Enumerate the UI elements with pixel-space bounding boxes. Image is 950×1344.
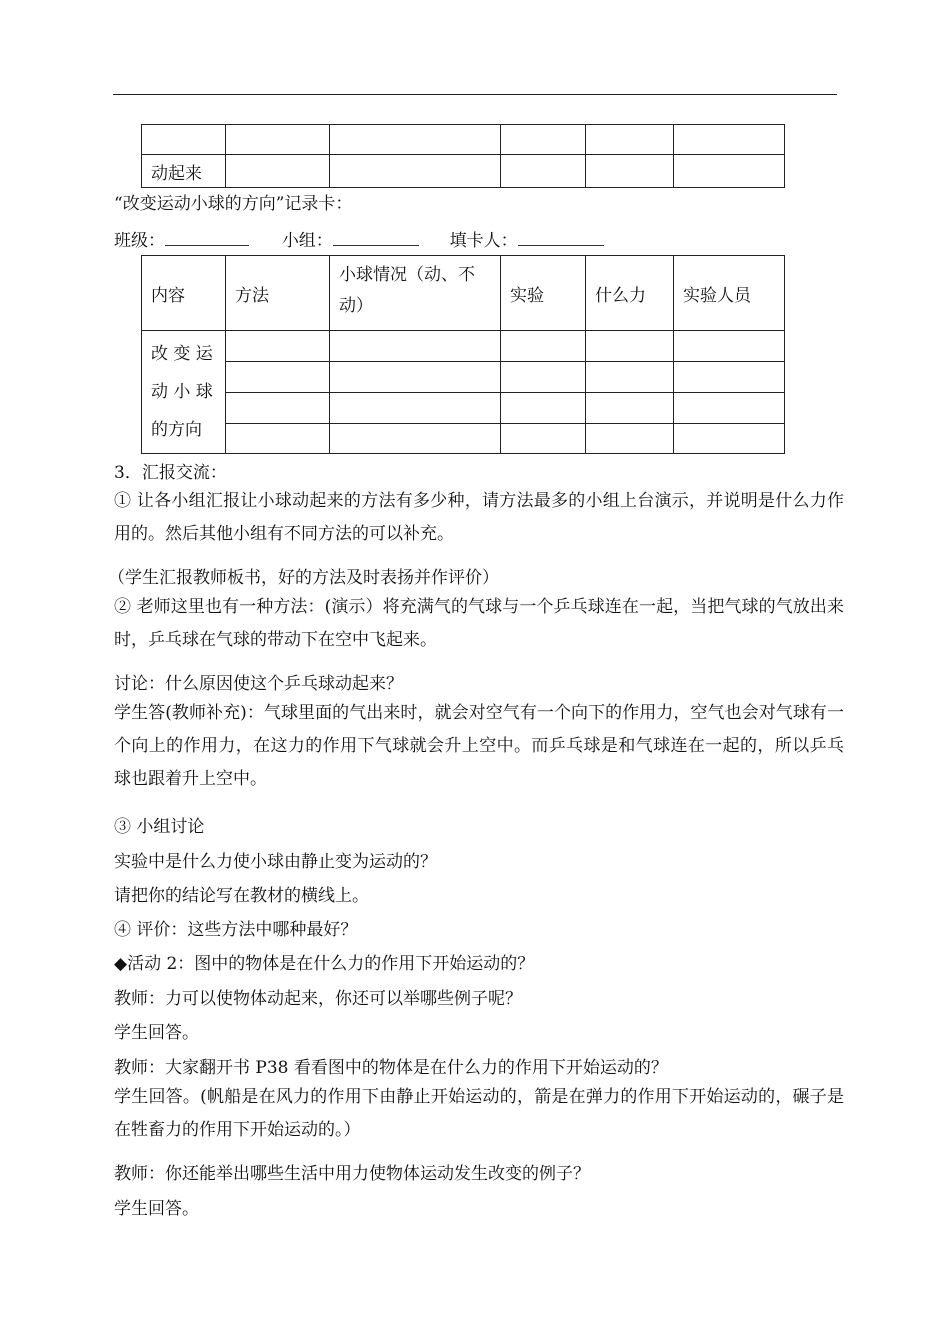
student-line-2: 学生回答。(帆船是在风力的作用下由静止开始运动的，箭是在弹力的作用下开始运动的，碾子是在牲畜力的作用下开始运动的。） [114, 1087, 844, 1140]
row-label-change-direction: 改 变 运 动 小 球 的方向 [142, 331, 226, 454]
header-content: 内容 [142, 256, 226, 331]
teacher-line-2: 教师：大家翻开书 P38 看看图中的物体是在什么力的作用下开始运动的？ [114, 1058, 668, 1078]
header-experiment: 实验 [501, 256, 586, 331]
student-line-3: 学生回答。 [114, 1199, 199, 1219]
table-row [142, 155, 785, 188]
header-method: 方法 [226, 256, 330, 331]
paragraph-3-instruction: 请把你的结论写在教材的横线上。 [114, 886, 369, 906]
table-row [142, 125, 785, 155]
table-row [142, 424, 785, 454]
fill-in-fields [114, 226, 604, 251]
section-3-title: 3．汇报交流： [114, 463, 227, 483]
table-row [142, 362, 785, 393]
paragraph-2: ② 老师这里也有一种方法：(演示）将充满气的气球与一个乒乓球连在一起，当把气球的气放出来时，乒乓球在气球的带动下在空中飞起来。 [114, 597, 844, 650]
header-ball-status: 小球情况（动、不动） [330, 256, 501, 331]
table-row [142, 393, 785, 424]
filler-blank [518, 231, 604, 246]
table-row [142, 331, 785, 362]
paragraph-3-title: ③ 小组讨论 [114, 817, 205, 837]
record-card-title: “改变运动小球的方向”记录卡： [114, 194, 353, 214]
teacher-line-1: 教师：力可以使物体动起来，你还可以举哪些例子呢？ [114, 989, 522, 1009]
student-line-1: 学生回答。 [114, 1023, 199, 1043]
record-table-top [141, 124, 785, 188]
student-answer: 学生答(教师补充)：气球里面的气出来时，就会对空气有一个向下的作用力，空气也会对气球有一个向上的作用力，在这力的作用下气球就会升上空中。而乒乓球是和气球连在一起的，所以乒乓球也跟着升上空中。 [114, 703, 844, 789]
header-force: 什么力 [586, 256, 674, 331]
discussion-question: 讨论：什么原因使这个乒乓球动起来？ [114, 674, 403, 694]
paragraph-1: ① 让各小组汇报让小球动起来的方法有多少种，请方法最多的小组上台演示，并说明是什么力作用的。然后其他小组有不同方法的可以补充。 [114, 491, 844, 544]
paragraph-3-question: 实验中是什么力使小球由静止变为运动的？ [114, 852, 437, 872]
group-blank [333, 231, 419, 246]
table-header-row [142, 256, 785, 331]
paragraph-4: ④ 评价：这些方法中哪种最好？ [114, 920, 358, 940]
filler-label: 填卡人： [449, 231, 518, 251]
activity-2-title: ◆活动 2：图中的物体是在什么力的作用下开始运动的？ [114, 954, 535, 974]
teacher-line-3: 教师：你还能举出哪些生活中用力使物体运动发生改变的例子？ [114, 1164, 590, 1184]
header-rule [113, 94, 837, 95]
group-label: 小组： [281, 231, 333, 251]
record-card-table [141, 255, 785, 454]
class-label: 班级： [114, 231, 165, 251]
row-label-move: 动起来 [142, 155, 226, 188]
paragraph-1-note: （学生汇报教师板书，好的方法及时表扬并作评价） [108, 568, 499, 588]
class-blank [165, 231, 249, 246]
header-staff: 实验人员 [674, 256, 785, 331]
